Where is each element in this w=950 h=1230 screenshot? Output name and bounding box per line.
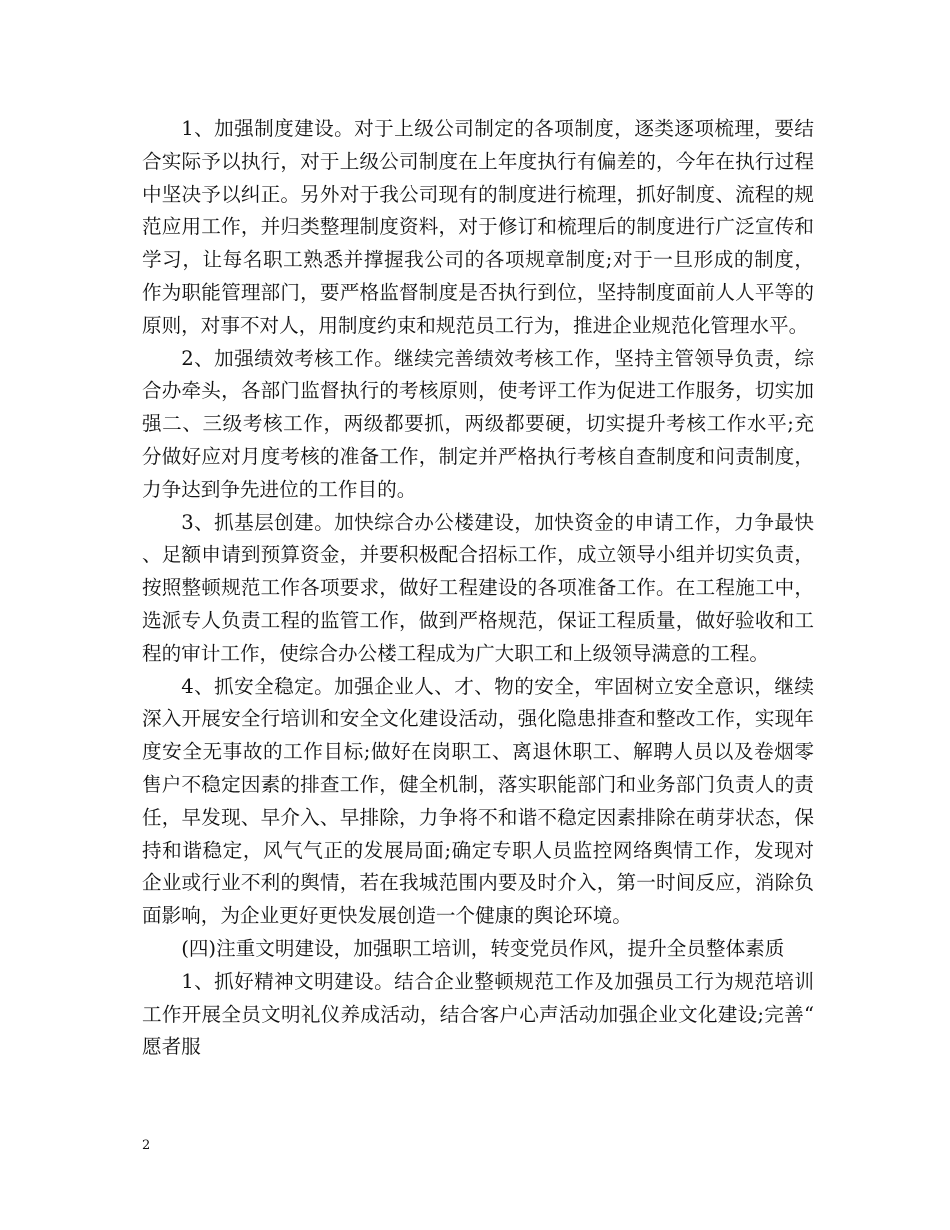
paragraph-grassroots-construction: 3、抓基层创建。加快综合办公楼建设，加快资金的申请工作，力争最快、足额申请到预算资金，并要积极配合招标工作，成立领导小组并切实负责，按照整顿规范工作各项要求，做好工程建设的各项准备工作。在工程施工中，选派专人负责工程的监管工作，做到严格规范，保证工程质量，做好验收和工程的审计工作，使综合办公楼工程成为广大职工和上级领导满意的工程。 bbox=[142, 510, 814, 665]
section-heading-civilization: (四)注重文明建设，加强职工培训，转变党员作风，提升全员整体素质 bbox=[181, 936, 785, 960]
page-number: 2 bbox=[142, 1138, 151, 1153]
paragraph-spiritual-civilization: 1、抓好精神文明建设。结合企业整顿规范工作及加强员工行为规范培训工作开展全员文明礼仪养成活动，结合客户心声活动加强企业文化建设;完善“愿者服 bbox=[142, 969, 814, 1059]
document-body bbox=[142, 113, 814, 1064]
paragraph-performance-assessment: 2、加强绩效考核工作。继续完善绩效考核工作，坚持主管领导负责，综合办牵头，各部门监督执行的考核原则，使考评工作为促进工作服务，切实加强二、三级考核工作，两级都要抓，两级都要硬，切实提升考核工作水平;充分做好应对月度考核的准备工作，制定并严格执行考核自查制度和问责制度，力争达到争先进位的工作目的。 bbox=[142, 346, 814, 501]
paragraph-safety-stability: 4、抓安全稳定。加强企业人、才、物的安全，牢固树立安全意识，继续深入开展安全行培训和安全文化建设活动，强化隐患排查和整改工作，实现年度安全无事故的工作目标;做好在岗职工、离退休职工、解聘人员以及卷烟零售户不稳定因素的排查工作，健全机制，落实职能部门和业务部门负责人的责任，早发现、早介入、早排除，力争将不和谐不稳定因素排除在萌芽状态，保持和谐稳定，风气气正的发展局面;确定专职人员监控网络舆情工作，发现对企业或行业不利的舆情，若在我城范围内要及时介入，第一时间反应，消除负面影响，为企业更好更快发展创造一个健康的舆论环境。 bbox=[142, 674, 814, 928]
paragraph-system-building: 1、加强制度建设。对于上级公司制定的各项制度，逐类逐项梳理，要结合实际予以执行，对于上级公司制度在上年度执行有偏差的，今年在执行过程中坚决予以纠正。另外对于我公司现有的制度进行梳理，抓好制度、流程的规范应用工作，并归类整理制度资料，对于修订和梳理后的制度进行广泛宣传和学习，让每名职工熟悉并撑握我公司的各项规章制度;对于一旦形成的制度，作为职能管理部门，要严格监督制度是否执行到位，坚持制度面前人人平等的原则，对事不对人，用制度约束和规范员工行为，推进企业规范化管理水平。 bbox=[142, 117, 814, 337]
